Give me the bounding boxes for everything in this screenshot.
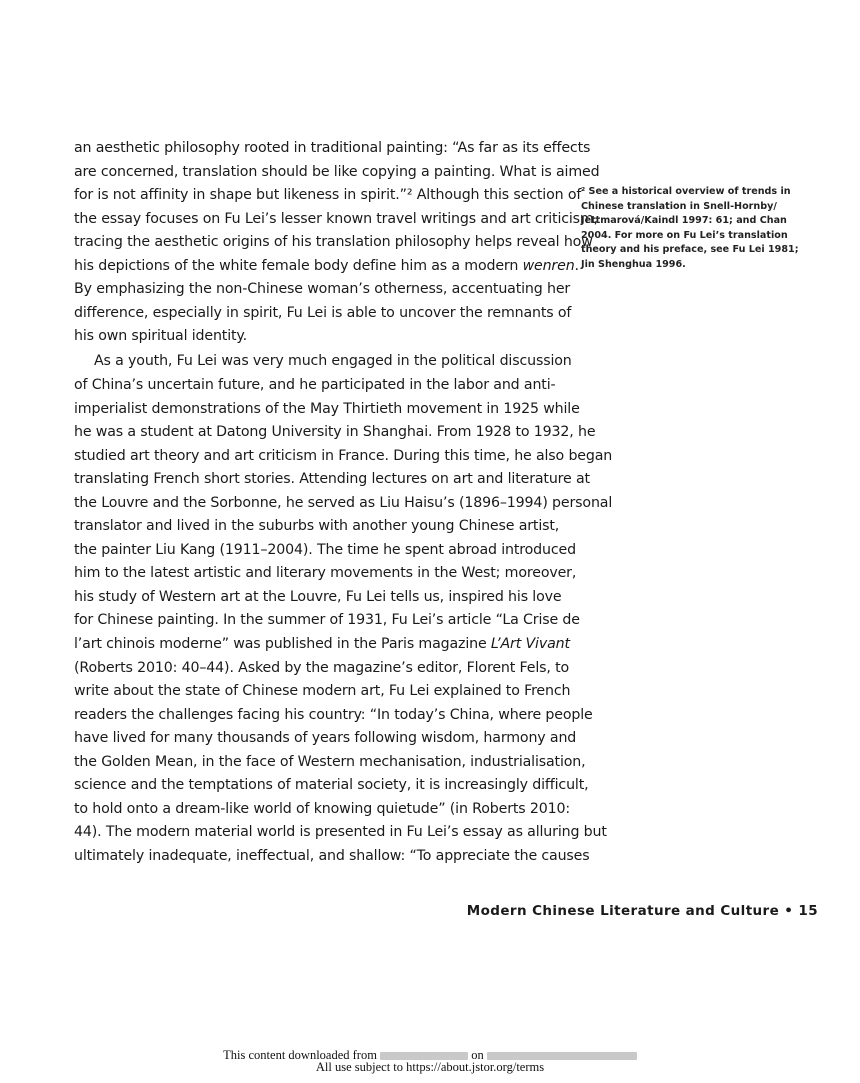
text-segment: imperialist demonstrations of the May Thirtieth movement in 1925 while <box>74 400 580 417</box>
text-line <box>74 798 571 822</box>
text-segment: As a youth, Fu Lei was very much engaged in the political discussion <box>94 353 572 370</box>
text-segment: studied art theory and art criticism in France. During this time, he also began <box>74 447 613 464</box>
text-segment: are concerned, translation should be like copying a painting. What is aimed <box>74 163 600 180</box>
text-line <box>74 278 571 302</box>
text-line <box>74 302 572 326</box>
text-line <box>74 515 560 539</box>
text-line <box>74 374 556 398</box>
text-segment: tracing the aesthetic origins of his translation philosophy helps reveal how <box>74 234 593 251</box>
text-line <box>74 774 589 798</box>
running-footer: Modern Chinese Literature and Culture • 15 <box>466 903 818 919</box>
text-line <box>74 657 570 681</box>
italic-text: L’Art Vivant <box>490 635 570 652</box>
text-segment: the Golden Mean, in the face of Western mechanisation, industrialisation, <box>74 753 586 770</box>
paragraph <box>74 137 600 349</box>
text-segment: l’art chinois moderne” was published in the Paris magazine <box>74 635 491 652</box>
text-segment: readers the challenges facing his country: “In today’s China, where people <box>74 706 593 723</box>
text-segment: his depictions of the white female body define him as a modern <box>74 257 523 274</box>
text-line <box>74 751 586 775</box>
text-line <box>74 445 613 469</box>
text-line <box>74 492 613 516</box>
text-line <box>74 137 591 161</box>
text-segment: (Roberts 2010: 40–44). Asked by the magazine’s editor, Florent Fels, to <box>74 659 570 676</box>
text-segment: science and the temptations of material society, it is increasingly difficult, <box>74 777 589 794</box>
footnote-line: Chinese translation in Snell-Hornby/ <box>581 200 777 212</box>
text-segment: have lived for many thousands of years following wisdom, harmony and <box>74 730 577 747</box>
text-segment: the painter Liu Kang (1911–2004). The time he spent abroad introduced <box>74 541 576 558</box>
text-line <box>74 350 572 374</box>
text-segment: write about the state of Chinese modern art, Fu Lei explained to French <box>74 683 571 700</box>
italic-text: wenren <box>522 257 575 274</box>
text-segment: the essay focuses on Fu Lei’s lesser known travel writings and art criticism, <box>74 210 598 227</box>
text-segment: his own spiritual identity. <box>74 328 248 345</box>
terms-notice[interactable]: All use subject to https://about.jstor.org/terms <box>315 1060 545 1074</box>
redacted-date <box>487 1052 637 1060</box>
text-line <box>74 845 590 869</box>
text-line <box>74 184 582 208</box>
text-segment: to hold onto a dream-like world of knowing quietude” (in Roberts 2010: <box>74 800 571 817</box>
text-segment: translator and lived in the suburbs with another young Chinese artist, <box>74 518 560 535</box>
text-line <box>74 704 593 728</box>
footnote-line: theory and his preface, see Fu Lei 1981; <box>581 244 799 256</box>
text-segment: an aesthetic philosophy rooted in traditional painting: “As far as its effects <box>74 140 591 156</box>
text-line <box>74 468 590 492</box>
footnote-line: 2004. For more on Fu Lei’s translation <box>581 229 788 241</box>
text-segment: . <box>574 257 579 274</box>
footnote-line: Jin Shenghua 1996. <box>581 258 686 270</box>
text-line <box>74 421 596 445</box>
text-line <box>74 727 577 751</box>
text-line <box>74 562 577 586</box>
text-line <box>74 255 579 279</box>
text-segment: for is not affinity in shape but likeness in spirit.”² Although this section of <box>74 187 582 204</box>
text-segment: 44). The modern material world is presented in Fu Lei’s essay as alluring but <box>74 824 607 841</box>
text-segment: difference, especially in spirit, Fu Lei is able to uncover the remnants of <box>74 304 572 321</box>
text-segment: he was a student at Datong University in Shanghai. From 1928 to 1932, he <box>74 424 596 441</box>
text-line <box>74 208 598 232</box>
text-segment: By emphasizing the non-Chinese woman’s otherness, accentuating her <box>74 281 571 298</box>
paragraph <box>74 350 613 868</box>
text-segment: his study of Western art at the Louvre, Fu Lei tells us, inspired his love <box>74 588 562 605</box>
text-line <box>74 398 580 422</box>
jstor-notice <box>0 1049 860 1073</box>
text-segment: of China’s uncertain future, and he participated in the labor and anti- <box>74 376 556 393</box>
text-line <box>74 680 571 704</box>
text-line <box>74 161 600 185</box>
text-segment: ultimately inadequate, ineffectual, and shallow: “To appreciate the causes <box>74 847 590 864</box>
text-line <box>74 325 530 349</box>
on-label: on <box>468 1048 487 1062</box>
text-line <box>74 821 607 845</box>
redacted-ip <box>380 1052 468 1060</box>
footnote <box>581 185 799 273</box>
download-label: This content downloaded from <box>223 1048 381 1062</box>
text-line <box>74 586 562 610</box>
text-segment: him to the latest artistic and literary movements in the West; moreover, <box>74 565 577 582</box>
text-line <box>74 231 593 255</box>
text-line <box>74 633 570 657</box>
text-segment: for Chinese painting. In the summer of 1931, Fu Lei’s article “La Crise de <box>74 612 580 629</box>
footnote-line: ² See a historical overview of trends in <box>581 186 791 197</box>
text-segment: the Louvre and the Sorbonne, he served as Liu Haisu’s (1896–1994) personal <box>74 494 613 511</box>
text-line <box>74 609 580 633</box>
footnote-line: Jettmarová/Kaindl 1997: 61; and Chan <box>581 215 787 227</box>
body-text <box>74 137 613 868</box>
text-line <box>74 539 576 563</box>
text-segment: translating French short stories. Attending lectures on art and literature at <box>74 471 590 488</box>
